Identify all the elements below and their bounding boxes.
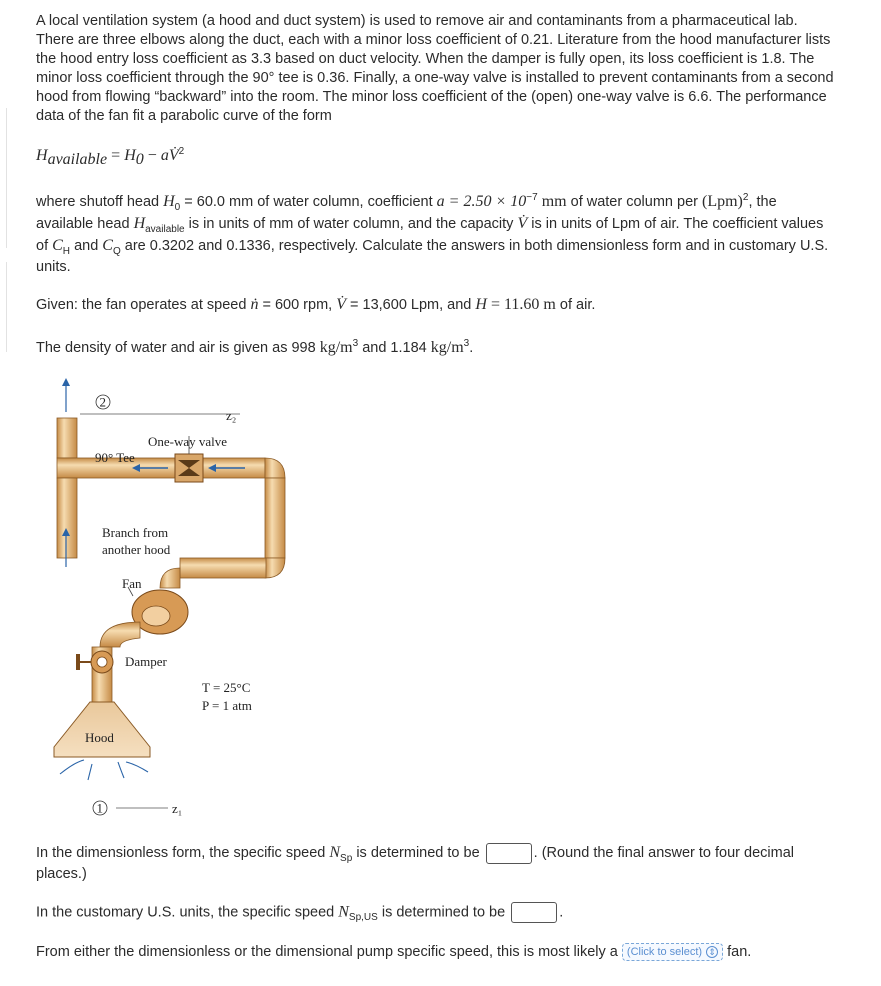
nsp-us-answer-input[interactable] — [511, 902, 557, 923]
lower-right-elbow — [265, 558, 285, 578]
fan-inlet-elbow — [160, 568, 180, 588]
fan-type-select-label: (Click to select) — [626, 945, 703, 958]
temperature-label: T = 25°C — [202, 680, 251, 695]
nsp-answer-input[interactable] — [486, 843, 532, 864]
where-paragraph: where shutoff head $H_0 = 60.0$ mm of water column, coefficient $a = 2.50 \times 10^{-7}$ mm of water column per (Lpm)$^2$, the available head $H_{available}$ is in units of mm of water column, and the capacity V̇ is in units of Lpm of air. The coefficient values of $C_H$ and $C_Q$ are 0.3202 and 0.1336, respectively. Calculate the answers in both dimensionless form and in customary U.S. units. — [36, 192, 829, 275]
inflow-arrow — [60, 760, 84, 774]
damper-label: Damper — [125, 654, 167, 669]
question-3: From either the dimensionless or the dimensional pump specific speed, this is most likely a (Click to select) ⇕ fan. — [36, 944, 752, 960]
right-riser — [265, 478, 285, 558]
fan-curve-equation: $H_{available} = H_0$ − aV̇$^2$ — [36, 146, 185, 168]
outlet-arrowhead — [62, 378, 70, 386]
inflow-arrow — [118, 762, 124, 778]
damper-knob — [76, 654, 80, 670]
inflow-arrow — [126, 762, 148, 772]
hood-label: Hood — [85, 730, 114, 745]
mid-duct — [180, 558, 266, 578]
density-line: The density of water and air is given as 998 $kg/m^3$ and 1.184 $kg/m^3$. — [36, 338, 474, 356]
z1-label: z₁ — [172, 801, 183, 816]
fan-type-select[interactable] — [622, 943, 723, 961]
z2-label: z₂ — [226, 408, 237, 423]
chevron-updown-icon: ⇕ — [706, 946, 718, 958]
damper-plate — [97, 657, 107, 667]
left-rule — [0, 108, 7, 248]
tee-label: 90° Tee — [95, 450, 135, 465]
inflow-arrow — [88, 764, 92, 780]
station-1-label: 1 — [96, 800, 103, 816]
branch-pipe — [57, 478, 77, 558]
given-line: Given: the fan operates at speed ṅ = 600 rpm, V̇ = 13,600 Lpm, and H = 11.60 m of air. — [36, 296, 596, 313]
upper-elbow — [265, 458, 285, 478]
branch-label-2: another hood — [102, 542, 171, 557]
outlet-pipe — [57, 418, 77, 458]
problem-intro: A local ventilation system (a hood and duct system) is used to remove air and contaminants from a pharmaceutical lab. There are three elbows along the duct, each with a minor loss coefficient of 0.21. Literature from the hood manufacturer lists the hood entry loss coefficient as 3.3 based on duct velocity. When the damper is fully open, its loss coefficient is 1.8. The minor loss coefficient through the 90° tee is 0.36. Finally, a one-way valve is installed to prevent contaminants from a second hood from flowing “backward” into the room. The minor loss coefficient of the (open) one-way valve is 6.6. The performance data of the fan fit a parabolic curve of the form — [36, 13, 834, 124]
one-way-valve-label: One-way valve — [148, 434, 228, 449]
branch-label-1: Branch from — [102, 525, 169, 540]
station-2-label: 2 — [99, 394, 106, 410]
ventilation-system-figure — [40, 372, 300, 832]
question-2: In the customary U.S. units, the specific speed $N_{Sp,US}$ is determined to be . — [36, 903, 564, 924]
question-1: In the dimensionless form, the specific speed $N_{Sp}$ is determined to be . (Round the final answer to four decimal places.) — [36, 844, 794, 882]
fan-outlet-elbow — [100, 622, 140, 647]
left-rule — [0, 262, 7, 352]
pressure-label: P = 1 atm — [202, 698, 252, 713]
fan-label: Fan — [122, 576, 142, 591]
fan-hub — [142, 606, 170, 626]
